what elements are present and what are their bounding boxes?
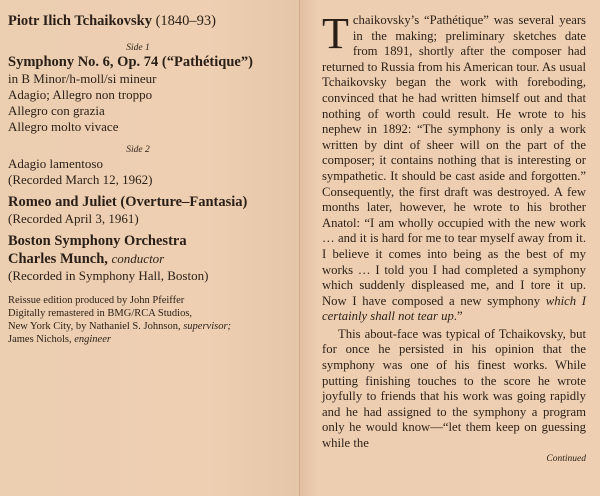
composer-dates: (1840–93) [155, 13, 217, 29]
side-1-label: Side 1 [126, 43, 150, 53]
romeo-title: Romeo and Juliet (Overture–Fantasia) [8, 194, 248, 210]
symphony-title: Symphony No. 6, Op. 74 (“Pathétique”) [8, 54, 253, 70]
drop-cap: T [322, 9, 349, 58]
symphony-recording-date: (Recorded March 12, 1962) [8, 172, 153, 187]
movement-4: Adagio lamentoso [8, 156, 103, 171]
credit-line-4 [8, 333, 291, 346]
credit-engineer-role: engineer [74, 334, 111, 345]
credit-line-3 [8, 320, 291, 333]
continued-label: Continued [546, 453, 586, 464]
para1-italic: which I certainly shall not tear up [322, 293, 586, 324]
liner-notes-paragraph-2: This about-face was typical of Tchaikovsky, but for once he persisted in his opinion that the symphony was one of his finest works. While putting finishing touches to the score he wrote joyfully to friends that his work was going rapidly and he had assigned to the symphony a program only he would know—“let them keep on guessing while the [322, 326, 586, 451]
romeo-recording-date: (Recorded April 3, 1961) [8, 211, 139, 226]
credit-line-2: Digitally remastered in BMG/RCA Studios, [8, 308, 193, 319]
credit-supervisor-name: New York City, by Nathaniel S. Johnson, [8, 321, 181, 332]
symphony-key: in B Minor/h-moll/si mineur [8, 71, 157, 86]
composer-heading [8, 12, 291, 30]
movement-1: Adagio; Allegro non troppo [8, 87, 153, 102]
movement-3: Allegro molto vivace [8, 119, 119, 134]
orchestra-name: Boston Symphony Orchestra [8, 233, 187, 249]
right-panel [300, 0, 600, 496]
conductor-line [8, 250, 291, 268]
recording-venue: (Recorded in Symphony Hall, Boston) [8, 268, 209, 283]
conductor-role: conductor [111, 251, 165, 266]
para1-end: .” [453, 309, 463, 324]
credit-engineer-name: James Nichols, [8, 334, 72, 345]
credit-line-1: Reissue edition produced by John Pfeiffer [8, 295, 185, 306]
composer-name: Piotr Ilich Tchaikovsky [8, 13, 152, 29]
credit-supervisor-role: supervisor; [183, 321, 232, 332]
liner-notes-paragraph-1 [322, 9, 586, 325]
movement-2: Allegro con grazia [8, 103, 105, 118]
para1-text: chaikovsky’s “Pathétique” was several years in the making; preliminary sketches date from 1891, shortly after the composer had returned to Russia from his American tour. As usual Tchaikovsky began the work with foreboding, convinced that he had written himself out and that nothing of worth could result. He wrote to his nephew in 1892: “The symphony is only a work written by dint of sheer will on the part of the composer; it contains nothing that is interesting or sympathetic. It should be cast aside and forgotten.” Consequently, the first draft was destroyed. A few months later, however, he wrote to his brother Anatol: “I am wholly occupied with the new work … and it is hard for me to tear myself away from it. I believe it comes into being as the best of my works … I told you I had completed a symphony which suddenly displeased me, and I tore it up. Now I have composed a new symphony [322, 13, 586, 308]
side-2-label: Side 2 [126, 145, 150, 155]
production-credits [8, 294, 291, 346]
conductor-name: Charles Munch, [8, 251, 108, 267]
